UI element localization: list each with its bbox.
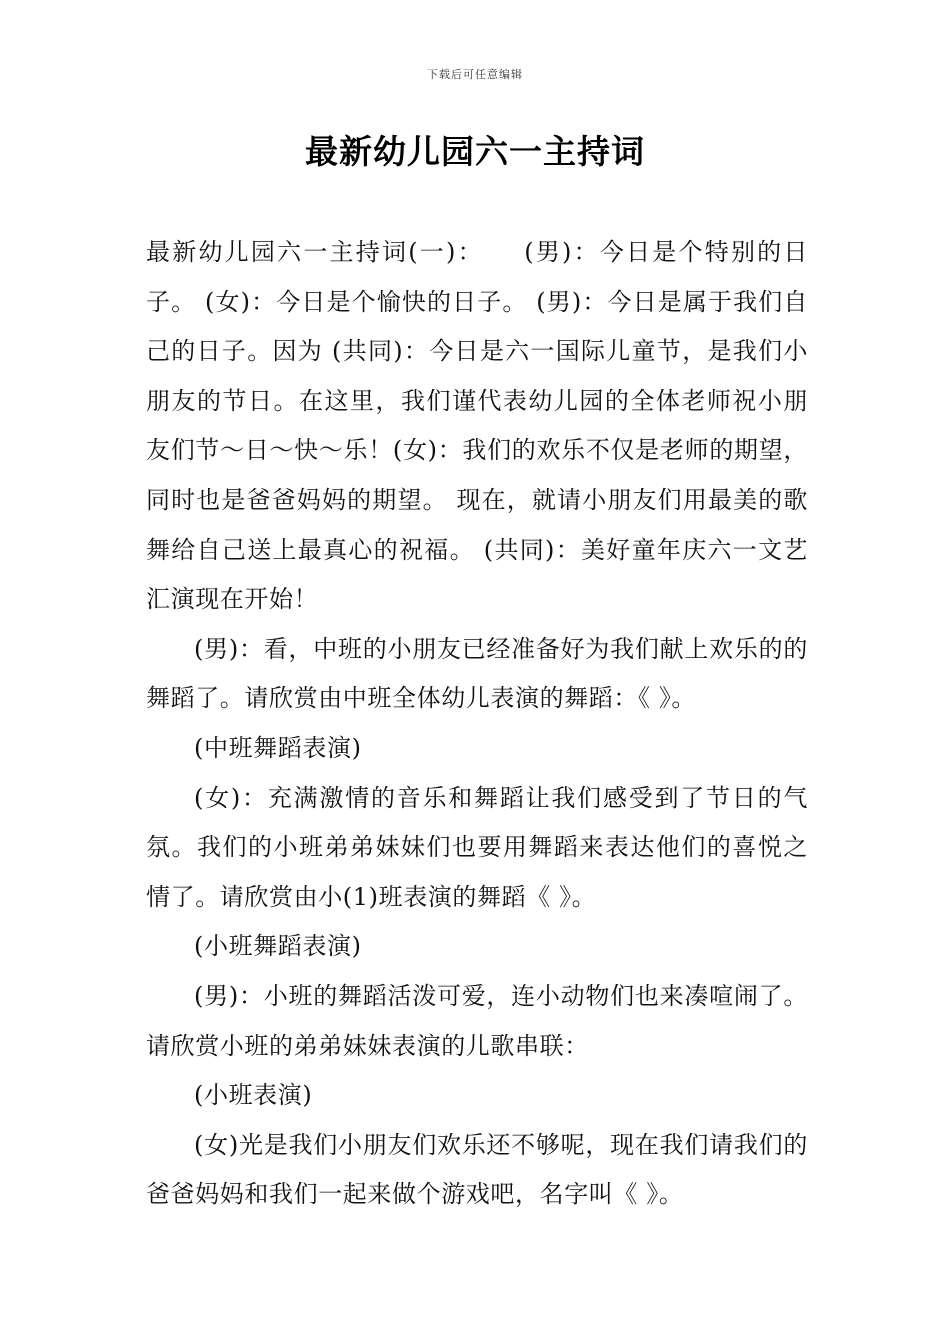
- paragraph: (女)：充满激情的音乐和舞蹈让我们感受到了节日的气氛。我们的小班弟弟妹妹们也要用舞蹈来表达他们的喜悦之情了。请欣赏由小(1)班表演的舞蹈《 》。: [146, 783, 808, 911]
- paragraph: (男)：小班的舞蹈活泼可爱，连小动物们也来凑喧闹了。请欣赏小班的弟弟妹妹表演的儿歌串联：: [146, 981, 808, 1060]
- paragraph: (小班表演): [194, 1081, 313, 1110]
- paragraph: (男)：看，中班的小朋友已经准备好为我们献上欢乐的的舞蹈了。请欣赏由中班全体幼儿表演的舞蹈：《 》。: [146, 634, 808, 713]
- paragraph: 最新幼儿园六一主持词(一)： (男)：今日是个特别的日子。 (女)：今日是个愉快的日子。 (男)：今日是属于我们自己的日子。因为 (共同)：今日是六一国际儿童节，是我们小朋友的节日。在这里，我们谨代表幼儿园的全体老师祝小朋友们节～日～快～乐！(女)：我们的欢乐不仅是老师的期望，同时也是爸爸妈妈的期望。 现在，就请小朋友们用最美的歌舞给自己送上最真心的祝福。 (共同)：美好童年庆六一文艺汇演现在开始！: [146, 238, 808, 614]
- document-title: 最新幼儿园六一主持词: [305, 132, 645, 171]
- paragraph: (女)光是我们小朋友们欢乐还不够呢，现在我们请我们的爸爸妈妈和我们一起来做个游戏吧，名字叫《 》。: [146, 1130, 808, 1209]
- document-body: [146, 228, 808, 1220]
- header-note: 下载后可任意编辑: [427, 68, 523, 81]
- paragraph: (中班舞蹈表演): [194, 733, 362, 762]
- paragraph: (小班舞蹈表演): [194, 932, 362, 961]
